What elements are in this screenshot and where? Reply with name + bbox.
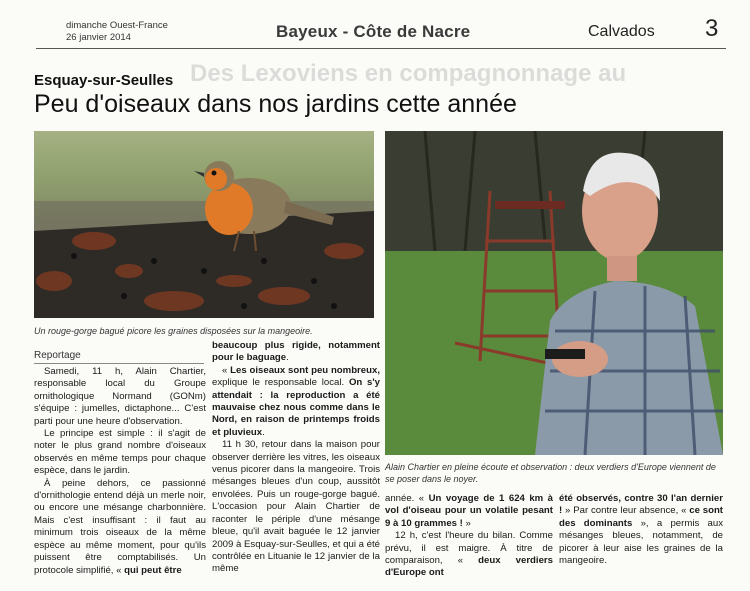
col1-paragraph-2: Le principe est simple : il s'agit de noter le plus grand nombre d'oiseaux observés en même temps pour chaque espèce, dans le jardin. <box>34 428 206 477</box>
col2-p2-bold1: Les oiseaux sont peu nombreux, <box>230 364 380 376</box>
header-divider <box>36 48 726 49</box>
col1-p3-bold: qui peut être <box>124 564 182 576</box>
col3-paragraph-1 <box>385 493 553 530</box>
col1-paragraph-3 <box>34 478 206 577</box>
col2-p2-mid: explique le responsable local. <box>212 377 345 389</box>
robin-illustration <box>34 131 374 318</box>
col4-p1-mid: » Par contre leur absence, « <box>565 505 687 517</box>
header-section-title: Bayeux - Côte de Nacre <box>276 22 471 41</box>
observer-photo <box>385 131 723 455</box>
col1-p3-text: À peine dehors, ce passionné d'ornithologie entend déjà un merle noir, ou encore une mésange charbonnière. Mais c'est insuffisant : il faut au minimum trois oiseaux de la même espèce au même moment, pour qu'ils puissent être comptabilisés. Un protocole simplifié, « <box>34 477 206 576</box>
page-number: 3 <box>705 15 719 42</box>
col4-p1-bold2: ce sont des dominants <box>559 505 724 529</box>
col4-p1-end: », a permis aux mésanges bleues, notamment, de picorer à leur aise les graines de la mangeoire. <box>559 517 723 567</box>
col2-p2-bold2: On s'y attendait : la reproduction a été mauvaise chez nous comme dans le Nord, en raison de printemps froids et pluvieux <box>212 377 380 438</box>
header-date: 26 janvier 2014 <box>66 32 131 43</box>
robin-photo <box>34 131 374 318</box>
col2-p2-end: . <box>262 426 265 438</box>
col2-p1-bold: beaucoup plus rigide, notamment pour le baguage <box>212 340 380 364</box>
col2-p2-start: « <box>222 364 228 376</box>
header-edition: dimanche Ouest-France <box>66 20 168 31</box>
col3-p2-start: 12 h, c'est l'heure du bilan. Comme prévu, il est maigre. À titre de comparaison, « <box>385 530 553 567</box>
col2-paragraph-2 <box>212 365 380 439</box>
col3-p1-bold: Un voyage de 1 624 km à vol d'oiseau pour un volatile pesant 9 à 10 grammes ! <box>385 493 553 529</box>
col4-p1-bold1: été observés, contre 30 l'an dernier ! <box>559 493 723 517</box>
article-column-4 <box>559 493 723 567</box>
col3-p1-start: année. « <box>385 493 425 504</box>
category-divider <box>34 363 204 364</box>
robin-photo-caption: Un rouge-gorge bagué picore les graines disposées sur la mangeoire. <box>34 326 313 336</box>
article-column-3 <box>385 493 553 580</box>
article-kicker: Esquay-sur-Seulles <box>34 72 174 89</box>
observer-photo-caption: Alain Chartier en pleine écoute et observation : deux verdiers d'Europe viennent de se poser dans le noyer. <box>385 462 716 484</box>
article-headline: Peu d'oiseaux dans nos jardins cette année <box>34 90 517 118</box>
col3-paragraph-2 <box>385 530 553 580</box>
col3-p2-bold: deux verdiers d'Europe ont <box>385 555 553 579</box>
article-column-1 <box>34 366 206 577</box>
col4-paragraph-1 <box>559 493 723 567</box>
article-category: Reportage <box>34 350 81 361</box>
observer-illustration <box>385 131 723 455</box>
col2-p1-end: . <box>286 352 289 364</box>
col1-paragraph-1: Samedi, 11 h, Alain Chartier, responsable local du Groupe ornithologique Normand (GONm) s'équipe : jumelles, dictaphone... C'est parti pour une heure d'observation. <box>34 366 206 427</box>
bleed-through-text: Des Lexoviens en compagnonnage au <box>190 60 627 87</box>
header-department: Calvados <box>588 23 655 40</box>
article-column-2 <box>212 340 380 576</box>
col2-paragraph-1 <box>212 340 380 365</box>
col3-p1-end: » <box>465 517 471 529</box>
col2-paragraph-3: 11 h 30, retour dans la maison pour observer derrière les vitres, les oiseaux venus picorer dans la mangeoire. Trois mésanges bleues d'un coup, aussitôt envolées. Puis un rouge-gorge bagué. L'occasion pour Alain Chartier de raconter le périple d'une mésange bleue, qu'il avait baguée le 12 janvier 2009 à Esquay-sur-Seulles, et qui a été contrôlée en Lituanie le 12 janvier de la même <box>212 439 380 575</box>
